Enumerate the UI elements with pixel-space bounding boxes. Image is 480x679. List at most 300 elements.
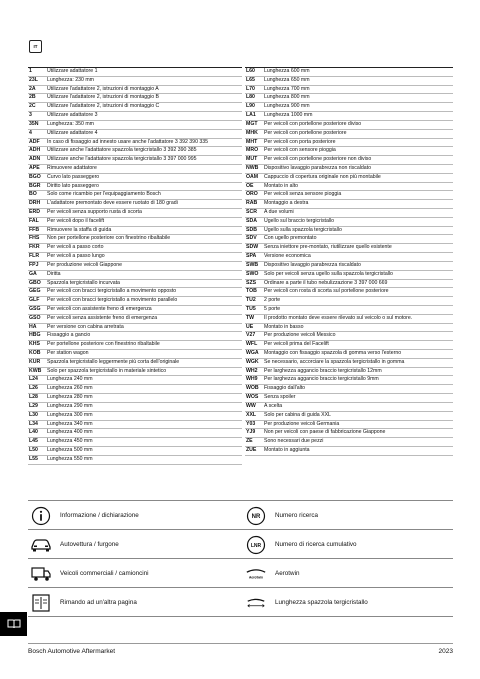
abbreviation-row bbox=[245, 253, 453, 262]
legend-item bbox=[243, 501, 453, 530]
abbreviation-description: Per veicoli prima del Facelift bbox=[264, 341, 329, 348]
abbreviation-code: GSG bbox=[29, 305, 41, 312]
abbreviation-description: Per veicoli a passo corto bbox=[47, 244, 104, 251]
abbreviation-description: Montaggio con fissaggio spazzola di gomma verso l'esterno bbox=[264, 350, 402, 356]
abbreviation-row bbox=[245, 227, 453, 236]
abbreviation-description: Dispositivo lavaggio parabrezza non riscaldato bbox=[264, 164, 371, 171]
abbreviation-row bbox=[245, 438, 453, 447]
abbreviation-row bbox=[245, 121, 453, 130]
abbreviation-description: Per veicoli con rosta di scorta sul portellone posteriore bbox=[264, 288, 389, 295]
abbreviation-code: 2A bbox=[29, 85, 36, 92]
abbreviation-code: FKR bbox=[29, 244, 40, 251]
abbreviation-code: SZS bbox=[246, 279, 257, 286]
abbreviation-code: ADH bbox=[29, 147, 41, 154]
abbreviation-row bbox=[28, 103, 242, 112]
abbreviation-code: WOB bbox=[246, 385, 259, 392]
abbreviation-description: Per veicoli con bracci tergicristallo a movimento opposto bbox=[47, 288, 177, 295]
abbreviation-description: Per larghezza aggancio braccio tergicristallo 12mm bbox=[264, 367, 382, 374]
abbreviation-description: Non per veicoli con paese di fabbricazione Giappone bbox=[264, 429, 386, 436]
abbreviation-row bbox=[245, 403, 453, 412]
abbreviation-code: 3 bbox=[29, 112, 32, 119]
abbreviation-row bbox=[245, 209, 453, 218]
abbreviation-description: Lunghezza 260 mm bbox=[47, 385, 93, 392]
abbreviation-code: RAB bbox=[246, 200, 258, 207]
abbreviation-code: ADN bbox=[29, 156, 41, 163]
abbreviation-code: OE bbox=[246, 182, 254, 189]
abbreviation-row bbox=[28, 235, 242, 244]
abbreviation-description: Lunghezza 400 mm bbox=[47, 429, 93, 436]
legend-item bbox=[243, 559, 453, 588]
abbreviation-description: Lunghezza: 230 mm bbox=[47, 76, 95, 83]
svg-text:LNR: LNR bbox=[250, 542, 262, 549]
legend-label: Veicoli commerciali / camioncini bbox=[60, 570, 149, 577]
abbreviation-row bbox=[28, 306, 242, 315]
abbreviation-code: SPA bbox=[246, 253, 257, 260]
abbreviation-description: Lunghezza 700 mm bbox=[264, 85, 310, 92]
abbreviation-code: SCR bbox=[246, 209, 257, 215]
abbreviation-row bbox=[245, 244, 453, 253]
abbreviation-description: 2 porte bbox=[264, 297, 281, 304]
abbreviation-description: Lunghezza 500 mm bbox=[47, 446, 93, 453]
abbreviation-code: KWB bbox=[29, 367, 42, 374]
abbreviation-row bbox=[245, 218, 453, 227]
abbreviation-code: TW bbox=[246, 314, 255, 321]
abbreviation-row bbox=[28, 412, 242, 421]
abbreviation-row bbox=[245, 130, 453, 139]
abbreviation-description: Per veicoli senza assistente freno di emergenza bbox=[47, 314, 158, 321]
abbreviation-row bbox=[28, 438, 242, 447]
abbreviation-description: Per produzione veicoli Germania bbox=[264, 420, 340, 427]
abbreviation-code: HBG bbox=[29, 332, 41, 339]
abbreviation-row bbox=[28, 297, 242, 306]
info-icon bbox=[30, 505, 52, 527]
abbreviation-description: Per station wagon bbox=[47, 350, 89, 356]
abbreviation-code: ORO bbox=[246, 191, 258, 198]
abbreviation-description: Utilizzare adattatore 4 bbox=[47, 129, 98, 136]
abbreviation-description: Utilizzare l'adattatore 2, istruzioni di montaggio A bbox=[47, 85, 159, 92]
abbreviation-row bbox=[245, 332, 453, 341]
svg-text:Aerotwin: Aerotwin bbox=[248, 575, 264, 580]
abbreviation-description: Fissaggio dall'alto bbox=[264, 385, 306, 392]
abbreviation-code: WGK bbox=[246, 358, 259, 365]
abbreviation-row bbox=[245, 394, 453, 403]
abbreviation-row bbox=[28, 429, 242, 438]
abbreviation-description: Per veicoli con assistente freno di emergenza bbox=[47, 305, 152, 312]
abbreviation-description: Lunghezza 340 mm bbox=[47, 420, 93, 427]
abbreviation-description: Lunghezza 280 mm bbox=[47, 394, 93, 401]
legend-item bbox=[28, 501, 238, 530]
abbreviation-description: Spazzola tergicristallo leggermente più corta dell'originale bbox=[47, 358, 180, 365]
abbreviation-row bbox=[28, 200, 242, 209]
abbreviation-description: Lunghezza 900 mm bbox=[264, 103, 310, 110]
abbreviation-code: TOB bbox=[246, 288, 257, 295]
abbreviation-description: In caso di fissaggio ad innesto usare anche l'adattatore 3 392 390 335 bbox=[47, 138, 209, 145]
abbreviation-description: Lunghezza 450 mm bbox=[47, 438, 93, 445]
abbreviation-description: Ugello sul braccio tergicristallo bbox=[264, 217, 335, 224]
abbreviation-code: SWO bbox=[246, 270, 259, 277]
abbreviation-description: Cappuccio di copertura originale non più montabile bbox=[264, 173, 381, 180]
abbreviation-row bbox=[245, 368, 453, 377]
abbreviation-description: Per veicoli con bracci tergicristallo a movimento parallelo bbox=[47, 297, 178, 304]
abbreviation-code: L50 bbox=[29, 446, 38, 453]
abbreviation-code: WH2 bbox=[246, 367, 258, 374]
abbreviation-code: MHK bbox=[246, 129, 258, 136]
abbreviation-description: Per veicoli dopo il facelift bbox=[47, 217, 105, 224]
abbreviation-row bbox=[245, 385, 453, 394]
legend-item bbox=[28, 559, 238, 588]
abbreviation-row bbox=[28, 385, 242, 394]
abbreviation-code: HA bbox=[29, 323, 37, 330]
abbreviation-code: L26 bbox=[29, 385, 38, 392]
abbreviation-code: LA1 bbox=[246, 112, 256, 119]
abbreviation-row bbox=[28, 288, 242, 297]
abbreviation-description: Per veicoli a passo lungo bbox=[47, 253, 105, 260]
abbreviation-row bbox=[28, 77, 242, 86]
abbreviation-row bbox=[28, 209, 242, 218]
abbreviation-description: Lunghezza 240 mm bbox=[47, 376, 93, 383]
abbreviation-description: 5 porte bbox=[264, 305, 281, 312]
abbreviation-code: 2C bbox=[29, 103, 36, 110]
abbreviation-row bbox=[28, 341, 242, 350]
abbreviation-description: Lunghezza 290 mm bbox=[47, 402, 93, 409]
abbreviation-code: L90 bbox=[246, 103, 255, 110]
abbreviation-description: Per larghezza aggancio braccio tergicristallo 9mm bbox=[264, 376, 379, 383]
footer-divider bbox=[28, 643, 453, 644]
abbreviation-row bbox=[245, 297, 453, 306]
legend-label: Autovettura / furgone bbox=[60, 541, 119, 548]
abbreviation-code: ZE bbox=[246, 438, 253, 445]
abbreviation-code: ZUE bbox=[246, 446, 257, 453]
abbreviation-description: Lunghezza 650 mm bbox=[264, 76, 310, 83]
abbreviation-row bbox=[28, 456, 242, 465]
abbreviation-row bbox=[245, 174, 453, 183]
abbreviation-description: Fissaggio a gancio bbox=[47, 332, 91, 339]
legend-row bbox=[28, 529, 453, 559]
abbreviation-code: DRH bbox=[29, 200, 41, 207]
abbreviation-description: Dispositivo lavaggio parabrezza riscaldato bbox=[264, 261, 361, 268]
abbreviation-code: L70 bbox=[246, 85, 255, 92]
abbreviation-code: SDA bbox=[246, 217, 257, 224]
abbreviation-row bbox=[28, 262, 242, 271]
abbreviation-row bbox=[245, 306, 453, 315]
abbreviation-description: Non per portellone posteriore con finestrino ribaltabile bbox=[47, 235, 171, 242]
abbreviation-code: ADF bbox=[29, 138, 40, 145]
cumulative-number-icon bbox=[245, 534, 267, 556]
abbreviation-description: Per veicoli con portellone posteriore non diviso bbox=[264, 156, 372, 163]
svg-text:NR: NR bbox=[251, 513, 261, 520]
abbreviation-code: V27 bbox=[246, 332, 256, 339]
abbreviation-description: Con ugello premontato bbox=[264, 235, 317, 242]
abbreviation-code: 4 bbox=[29, 129, 32, 136]
abbreviation-code: L45 bbox=[29, 438, 38, 445]
legend-item bbox=[243, 530, 453, 559]
abbreviation-description: Utilizzare adattatore 1 bbox=[47, 68, 98, 74]
abbreviation-row bbox=[28, 218, 242, 227]
abbreviation-code: L24 bbox=[29, 376, 38, 383]
abbreviation-row bbox=[28, 121, 242, 130]
abbreviation-row bbox=[245, 271, 453, 280]
abbreviation-row bbox=[28, 130, 242, 139]
legend-bottom-rule bbox=[28, 616, 453, 617]
abbreviation-description: Ugello sulla spazzola tergicristallo bbox=[264, 226, 342, 233]
abbreviation-row bbox=[28, 447, 242, 456]
abbreviation-row bbox=[28, 253, 242, 262]
abbreviation-code: OAM bbox=[246, 173, 259, 180]
abbreviation-code: WW bbox=[246, 402, 256, 409]
abbreviation-row bbox=[28, 94, 242, 103]
legend-label: Lunghezza spazzola tergicristallo bbox=[275, 599, 368, 606]
wiper-length-icon bbox=[245, 592, 267, 614]
abbreviation-code: GBO bbox=[29, 279, 41, 286]
abbreviation-code: SDV bbox=[246, 235, 257, 242]
abbreviation-code: L34 bbox=[29, 420, 38, 427]
abbreviation-description: Diritto lato passeggero bbox=[47, 182, 99, 189]
abbreviation-row bbox=[245, 86, 453, 95]
abbreviation-code: L30 bbox=[29, 411, 38, 418]
abbreviation-row bbox=[245, 77, 453, 86]
legend-label: Numero di ricerca cumulativo bbox=[275, 541, 357, 548]
abbreviation-row bbox=[245, 324, 453, 333]
abbreviation-row bbox=[245, 94, 453, 103]
abbreviation-code: KHS bbox=[29, 341, 40, 348]
abbreviation-row bbox=[245, 68, 453, 77]
abbreviation-code: FHS bbox=[29, 235, 40, 242]
abbreviation-description: Solo per veicoli senza ugello sulla spazzola tergicristallo bbox=[264, 270, 393, 277]
abbreviation-code: NWB bbox=[246, 164, 259, 171]
abbreviation-code: APE bbox=[29, 164, 40, 171]
abbreviation-description: A due volumi bbox=[264, 209, 294, 215]
abbreviation-description: Utilizzare anche l'adattatore spazzola tergicristallo 3 397 000 995 bbox=[47, 156, 197, 163]
abbreviation-code: FLR bbox=[29, 253, 40, 260]
abbreviation-description: Lunghezza: 350 mm bbox=[47, 120, 95, 127]
abbreviation-row bbox=[245, 412, 453, 421]
truck-icon bbox=[30, 563, 52, 585]
abbreviation-description: Utilizzare anche l'adattatore spazzola tergicristallo 3 392 390 385 bbox=[47, 147, 197, 154]
abbreviation-row bbox=[245, 341, 453, 350]
abbreviation-row bbox=[245, 103, 453, 112]
abbreviation-code: GLF bbox=[29, 297, 40, 304]
abbreviation-row bbox=[28, 244, 242, 253]
language-badge: IT bbox=[29, 40, 42, 53]
abbreviation-code: MGT bbox=[246, 120, 258, 127]
abbreviation-description: Per veicoli con sensore pioggia bbox=[264, 147, 336, 154]
abbreviation-row bbox=[245, 139, 453, 148]
abbreviation-code: WOS bbox=[246, 394, 259, 401]
legend-item bbox=[28, 530, 238, 559]
legend-label: Numero ricerca bbox=[275, 512, 319, 519]
abbreviation-code: L28 bbox=[29, 394, 38, 401]
car-icon bbox=[30, 534, 52, 556]
abbreviation-row bbox=[28, 271, 242, 280]
abbreviation-table-right bbox=[245, 67, 453, 456]
abbreviation-description: Senza spoiler bbox=[264, 394, 296, 401]
abbreviation-row bbox=[28, 183, 242, 192]
abbreviation-description: Curvo lato passeggero bbox=[47, 173, 100, 180]
abbreviation-row bbox=[28, 376, 242, 385]
abbreviation-row bbox=[245, 156, 453, 165]
abbreviation-row bbox=[28, 394, 242, 403]
abbreviation-description: Per veicoli con portellone posteriore bbox=[264, 129, 347, 136]
abbreviation-description: Senza iniettore pre-montato, riutilizzare quello esistente bbox=[264, 244, 392, 251]
abbreviation-description: Il prodotto montato deve essere rilevato sul veicolo o sul motore. bbox=[264, 314, 413, 321]
abbreviation-row bbox=[245, 147, 453, 156]
abbreviation-description: L'adattatore premontato deve essere ruotato di 180 gradi bbox=[47, 200, 178, 207]
abbreviation-row bbox=[28, 86, 242, 95]
abbreviation-description: Solo per spazzola tergicristallo in materiale sintetico bbox=[47, 367, 167, 374]
legend-row bbox=[28, 558, 453, 588]
abbreviation-row bbox=[28, 368, 242, 377]
abbreviation-description: Solo per cabina di guida XXL bbox=[264, 411, 331, 418]
abbreviation-description: Montato in basso bbox=[264, 323, 304, 330]
legend-label: Rimando ad un'altra pagina bbox=[60, 599, 137, 606]
abbreviation-row bbox=[28, 280, 242, 289]
legend-row bbox=[28, 500, 453, 530]
abbreviation-code: L55 bbox=[29, 455, 38, 462]
abbreviation-row bbox=[28, 139, 242, 148]
book-icon bbox=[0, 612, 27, 636]
abbreviation-description: Montato in aggiunta bbox=[264, 446, 310, 453]
abbreviation-description: Lunghezza 300 mm bbox=[47, 411, 93, 418]
aerotwin-icon bbox=[245, 563, 267, 585]
abbreviation-code: BGO bbox=[29, 173, 41, 180]
abbreviation-row bbox=[245, 447, 453, 456]
abbreviation-row bbox=[28, 112, 242, 121]
number-nr-icon bbox=[245, 505, 267, 527]
abbreviation-description: Lunghezza 550 mm bbox=[47, 455, 93, 462]
abbreviation-code: FPJ bbox=[29, 261, 39, 268]
abbreviation-description: A scelta bbox=[264, 402, 283, 409]
abbreviation-row bbox=[245, 280, 453, 289]
abbreviation-description: Per veicoli con portellone posteriore diviso bbox=[264, 120, 362, 127]
abbreviation-row bbox=[245, 429, 453, 438]
abbreviation-description: Sono necessari due pezzi bbox=[264, 438, 324, 445]
footer-brand: Bosch Automotive Aftermarket bbox=[28, 648, 116, 655]
abbreviation-code: L40 bbox=[29, 429, 38, 436]
abbreviation-row bbox=[245, 191, 453, 200]
abbreviation-code: Y03 bbox=[246, 420, 256, 427]
abbreviation-row bbox=[28, 68, 242, 77]
abbreviation-code: 35N bbox=[29, 120, 39, 127]
legend-row bbox=[28, 587, 453, 617]
abbreviation-code: L80 bbox=[246, 94, 255, 101]
abbreviation-code: BO bbox=[29, 191, 37, 198]
abbreviation-code: KOB bbox=[29, 350, 41, 356]
abbreviation-description: Rimuovere adattatore bbox=[47, 164, 97, 171]
abbreviation-row bbox=[28, 227, 242, 236]
abbreviation-code: FAL bbox=[29, 217, 39, 224]
abbreviation-row bbox=[245, 288, 453, 297]
abbreviation-description: Utilizzare l'adattatore 2, istruzioni di montaggio C bbox=[47, 103, 160, 110]
abbreviation-row bbox=[245, 315, 453, 324]
abbreviation-description: Lunghezza 1000 mm bbox=[264, 112, 313, 119]
abbreviation-description: Per veicoli senza sensore pioggia bbox=[264, 191, 342, 198]
abbreviation-code: WGA bbox=[246, 350, 259, 356]
abbreviation-description: Per versione con cabina arretrata bbox=[47, 323, 124, 330]
abbreviation-code: GEG bbox=[29, 288, 41, 295]
abbreviation-description: Lunghezza 800 mm bbox=[264, 94, 310, 101]
abbreviation-code: TU5 bbox=[246, 305, 256, 312]
abbreviation-code: SWB bbox=[246, 261, 259, 268]
abbreviation-row bbox=[28, 147, 242, 156]
abbreviation-description: Montaggio a destra bbox=[264, 200, 309, 207]
abbreviation-code: KUR bbox=[29, 358, 41, 365]
abbreviation-code: L65 bbox=[246, 76, 255, 83]
abbreviation-code: GSO bbox=[29, 314, 41, 321]
abbreviation-code: 23L bbox=[29, 76, 38, 83]
abbreviation-code: SDB bbox=[246, 226, 257, 233]
abbreviation-code: BGR bbox=[29, 182, 41, 189]
abbreviation-code: L29 bbox=[29, 402, 38, 409]
abbreviation-description: Diritta bbox=[47, 270, 61, 277]
abbreviation-code: MRO bbox=[246, 147, 259, 154]
abbreviation-code: WH9 bbox=[246, 376, 258, 383]
legend-item bbox=[243, 588, 453, 617]
abbreviation-row bbox=[245, 350, 453, 359]
abbreviation-code: SDW bbox=[246, 244, 259, 251]
abbreviation-code: WFL bbox=[246, 341, 258, 348]
abbreviation-code: TU2 bbox=[246, 297, 256, 304]
abbreviation-row bbox=[28, 350, 242, 359]
abbreviation-row bbox=[28, 421, 242, 430]
abbreviation-code: YJ9 bbox=[246, 429, 256, 436]
abbreviation-description: Per veicoli con porta posteriore bbox=[264, 138, 336, 145]
abbreviation-row bbox=[28, 332, 242, 341]
abbreviation-description: Lunghezza 600 mm bbox=[264, 68, 310, 74]
abbreviation-code: FFB bbox=[29, 226, 40, 233]
abbreviation-code: UE bbox=[246, 323, 254, 330]
abbreviation-code: ERD bbox=[29, 209, 40, 215]
legend-label: Aerotwin bbox=[275, 570, 300, 577]
abbreviation-code: 2B bbox=[29, 94, 36, 101]
abbreviation-row bbox=[245, 200, 453, 209]
abbreviation-description: Rimuovere la staffa di guida bbox=[47, 226, 112, 233]
abbreviation-row bbox=[245, 183, 453, 192]
abbreviation-description: Per produzione veicoli Giappone bbox=[47, 261, 122, 268]
abbreviation-description: Per produzione veicoli Messico bbox=[264, 332, 336, 339]
abbreviation-description: Utilizzare adattatore 3 bbox=[47, 112, 98, 119]
abbreviation-row bbox=[245, 262, 453, 271]
abbreviation-description: Montato in alto bbox=[264, 182, 299, 189]
abbreviation-row bbox=[245, 421, 453, 430]
abbreviation-description: Per veicoli senza supporto rusta di scorta bbox=[47, 209, 142, 215]
abbreviation-row bbox=[28, 191, 242, 200]
abbreviation-row bbox=[245, 376, 453, 385]
abbreviation-row bbox=[28, 156, 242, 165]
abbreviation-code: MHT bbox=[246, 138, 258, 145]
abbreviation-description: Solo come ricambio per l'equipaggiamento Bosch bbox=[47, 191, 161, 198]
abbreviation-code: GA bbox=[29, 270, 37, 277]
legend-item bbox=[28, 588, 238, 617]
abbreviation-description: Se necessario, accorciare la spazzola tergicristallo in gomma bbox=[264, 358, 405, 365]
abbreviation-description: Per portellone posteriore con finestrino ribaltabile bbox=[47, 341, 160, 348]
abbreviation-row bbox=[245, 359, 453, 368]
abbreviation-description: Versione economica bbox=[264, 253, 311, 260]
abbreviation-code: L60 bbox=[246, 68, 255, 74]
abbreviation-code: XXL bbox=[246, 411, 257, 418]
abbreviation-row bbox=[28, 403, 242, 412]
abbreviation-row bbox=[245, 235, 453, 244]
abbreviation-code: 1 bbox=[29, 68, 32, 74]
abbreviation-row bbox=[245, 112, 453, 121]
abbreviation-code: MUT bbox=[246, 156, 258, 163]
footer-year: 2023 bbox=[438, 648, 453, 655]
abbreviation-row bbox=[28, 174, 242, 183]
abbreviation-description: Spazzola tergicristallo incurvata bbox=[47, 279, 120, 286]
abbreviation-row bbox=[28, 324, 242, 333]
book-reference-icon bbox=[30, 592, 52, 614]
abbreviation-row bbox=[28, 315, 242, 324]
abbreviation-table-left bbox=[28, 67, 242, 465]
